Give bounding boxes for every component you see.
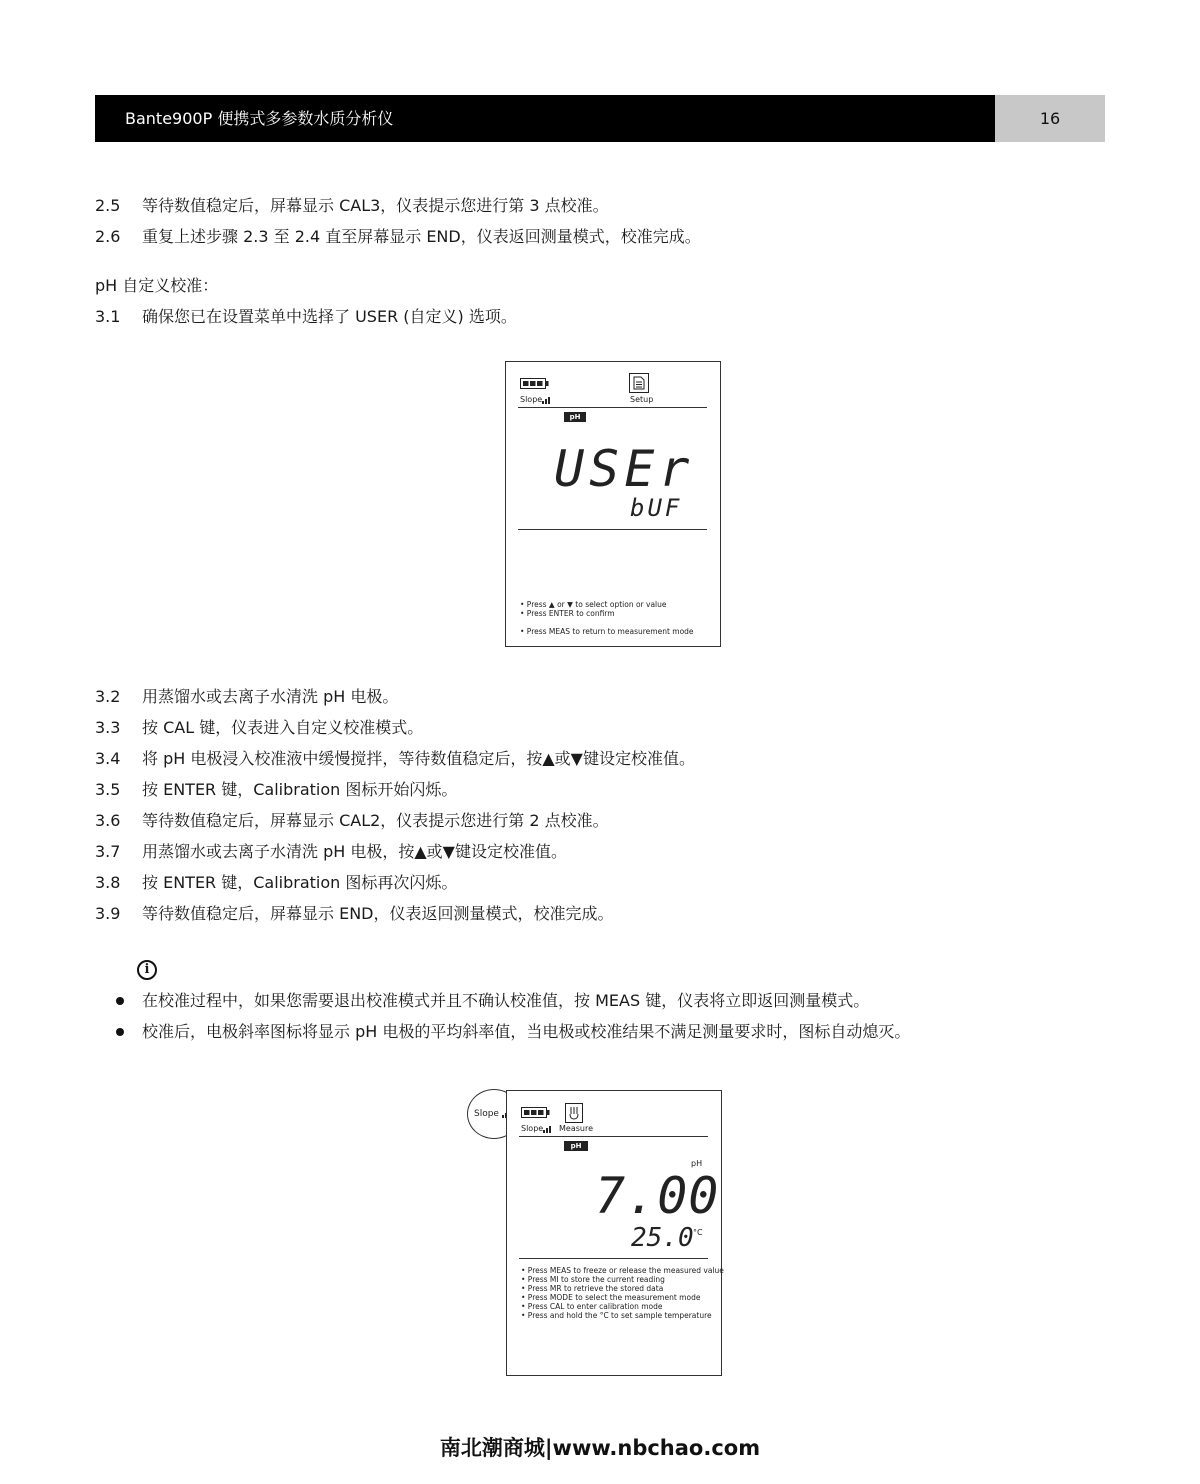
ph-tag: pH [564, 412, 586, 422]
temperature-readout: 25.0 [631, 1223, 694, 1253]
measure-label: Measure [559, 1124, 593, 1133]
slope-bars-icon [543, 1125, 553, 1133]
divider [518, 529, 707, 530]
step-number: 3.3 [95, 718, 121, 737]
main-readout: USEr [554, 440, 695, 498]
setup-label: Setup [630, 395, 654, 404]
step-number: 3.9 [95, 904, 121, 923]
step-number: 3.2 [95, 687, 121, 706]
bullet-icon [116, 1028, 124, 1036]
hint-line: • Press MEAS to freeze or release the measured value [521, 1266, 724, 1275]
step-text: 等待数值稳定后，屏幕显示 END，仪表返回测量模式，校准完成。 [142, 904, 614, 923]
step-text: 用蒸馏水或去离子水清洗 pH 电极。 [142, 687, 399, 706]
footer-watermark[interactable]: 南北潮商城|www.nbchao.com [439, 1436, 761, 1460]
slope-label: Slope [521, 1124, 544, 1133]
section-title: pH 自定义校准： [95, 276, 219, 295]
ph-readout: 7.00 [595, 1167, 720, 1225]
divider [519, 1258, 708, 1259]
step-text: 确保您已在设置菜单中选择了 USER (自定义) 选项。 [142, 307, 517, 326]
step-text: 用蒸馏水或去离子水清洗 pH 电极，按▲或▼键设定校准值。 [142, 842, 567, 861]
step-text: 按 ENTER 键，Calibration 图标再次闪烁。 [142, 873, 458, 892]
bullet-icon [116, 997, 124, 1005]
info-icon: i [137, 960, 157, 980]
hint-line: • Press MODE to select the measurement mode [521, 1293, 701, 1302]
step-text: 按 CAL 键，仪表进入自定义校准模式。 [142, 718, 424, 737]
unit-label: pH [691, 1159, 703, 1168]
step-number: 3.1 [95, 307, 121, 326]
hint-line: • Press and hold the °C to set sample temperature [521, 1311, 712, 1320]
step-number: 3.7 [95, 842, 121, 861]
meter-screen-measure [506, 1090, 722, 1376]
step-number: 3.6 [95, 811, 121, 830]
measure-icon [565, 1103, 583, 1123]
divider [518, 407, 707, 408]
step-number: 2.5 [95, 196, 121, 215]
setup-icon [629, 373, 649, 393]
battery-icon [521, 1107, 551, 1119]
note-item: 在校准过程中，如果您需要退出校准模式并且不确认校准值，按 MEAS 键，仪表将立即返回测量模式。 [142, 991, 870, 1010]
ph-tag: pH [564, 1141, 588, 1151]
battery-icon [520, 378, 550, 390]
step-number: 3.5 [95, 780, 121, 799]
page-number: 16 [995, 95, 1105, 142]
step-number: 3.4 [95, 749, 121, 768]
slope-label: Slope [520, 395, 543, 404]
temperature-unit: °C [693, 1228, 703, 1237]
divider [519, 1136, 708, 1137]
hint-line: • Press CAL to enter calibration mode [521, 1302, 663, 1311]
hint-line: • Press ▲ or ▼ to select option or value [520, 600, 667, 609]
callout-label: Slope [474, 1109, 499, 1119]
hint-line: • Press ENTER to confirm [520, 609, 615, 618]
sub-readout: bUF [630, 494, 683, 522]
step-text: 等待数值稳定后，屏幕显示 CAL3，仪表提示您进行第 3 点校准。 [142, 196, 609, 215]
hint-line: • Press MI to store the current reading [521, 1275, 665, 1284]
header-title: Bante900P 便携式多参数水质分析仪 [95, 95, 995, 142]
step-text: 按 ENTER 键，Calibration 图标开始闪烁。 [142, 780, 458, 799]
step-number: 2.6 [95, 227, 121, 246]
note-item: 校准后，电极斜率图标将显示 pH 电极的平均斜率值，当电极或校准结果不满足测量要求时，图标自动熄灭。 [142, 1022, 911, 1041]
slope-bars-icon [542, 396, 552, 404]
step-text: 等待数值稳定后，屏幕显示 CAL2，仪表提示您进行第 2 点校准。 [142, 811, 609, 830]
step-text: 将 pH 电极浸入校准液中缓慢搅拌，等待数值稳定后，按▲或▼键设定校准值。 [142, 749, 695, 768]
step-text: 重复上述步骤 2.3 至 2.4 直至屏幕显示 END，仪表返回测量模式，校准完成。 [142, 227, 701, 246]
hint-line: • Press MEAS to return to measurement mode [520, 627, 694, 636]
meter-screen-user [505, 361, 721, 647]
step-number: 3.8 [95, 873, 121, 892]
hint-line: • Press MR to retrieve the stored data [521, 1284, 664, 1293]
